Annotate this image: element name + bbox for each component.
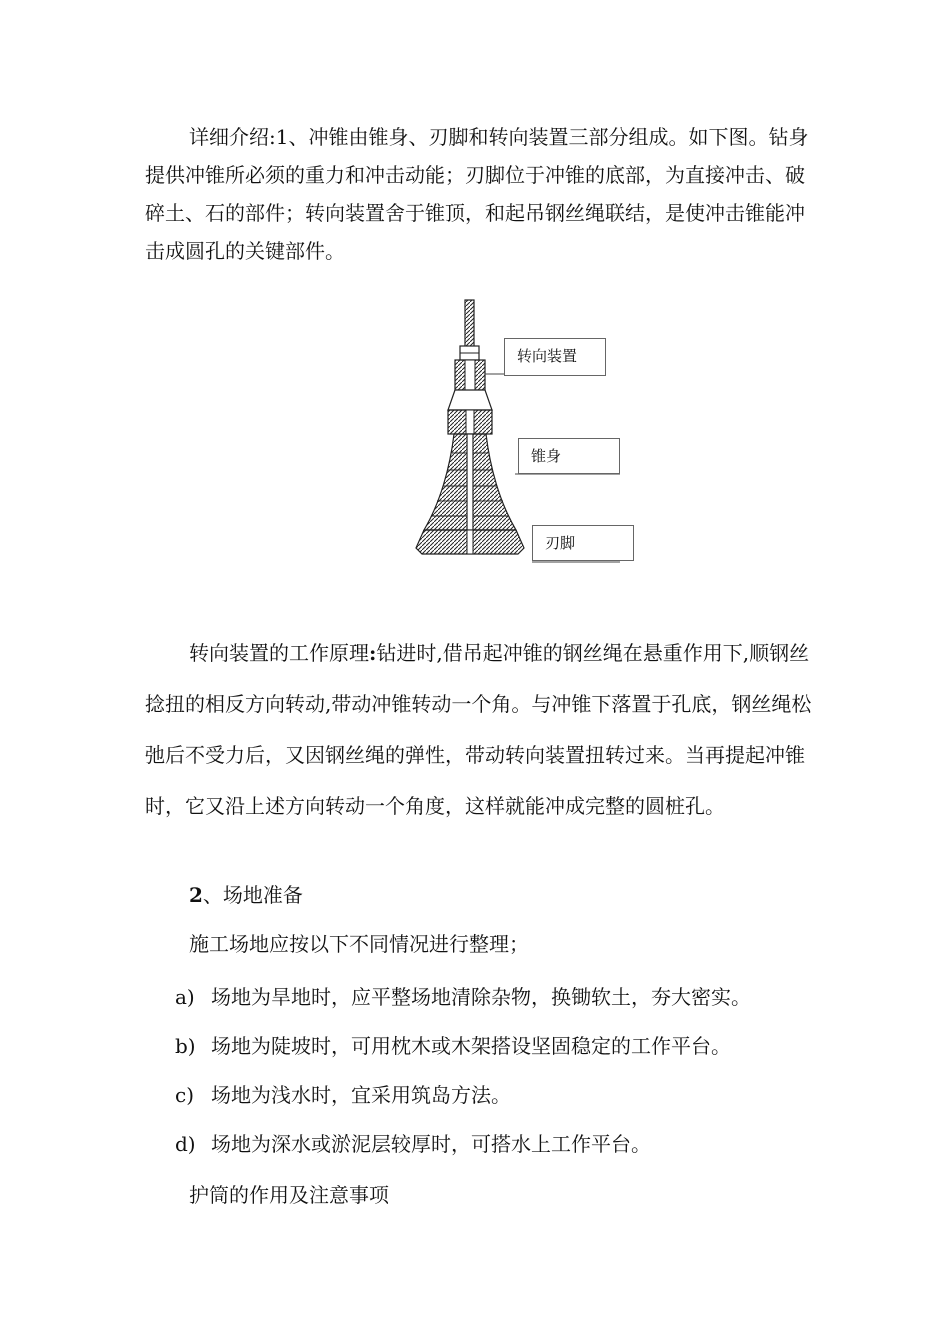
list-item xyxy=(175,982,751,1012)
section-2-title: 、场地准备 xyxy=(202,883,303,907)
list-item-text: 场地为陡坡时，可用枕木或木架搭设坚固稳定的工作平台。 xyxy=(211,1034,731,1058)
list-item-letter: b) xyxy=(175,1034,196,1058)
label-cutting-foot: 刃脚 xyxy=(532,525,634,561)
label-turning-device: 转向装置 xyxy=(504,338,606,376)
wire-rope-rod xyxy=(465,300,474,348)
principle-colon: : xyxy=(369,641,377,665)
principle-body: 钻进时,借吊起冲锥的钢丝绳在悬重作用下,顺钢丝捻扭的相反方向转动,带动冲锥转动一个角。与冲锥下落置于孔底，钢丝绳松弛后不受力后，又因钢丝绳的弹性，带动转向装置扭转过来。当再提起冲锥时，它又沿上述方向转动一个角度，这样就能冲成完整的圆桩孔。 xyxy=(145,641,812,818)
casing-heading: 护筒的作用及注意事项 xyxy=(189,1183,389,1207)
principle-paragraph xyxy=(145,628,815,832)
list-item xyxy=(175,1129,651,1159)
list-item-letter: a) xyxy=(175,985,195,1009)
list-item-text: 场地为旱地时，应平整场地清除杂物，换锄软土，夯大密实。 xyxy=(211,985,751,1009)
impact-cone-diagram xyxy=(410,298,640,573)
list-item xyxy=(175,1080,511,1110)
list-item-text: 场地为浅水时，宜采用筑岛方法。 xyxy=(211,1083,511,1107)
intro-paragraph: 详细介绍:1、冲锥由锥身、刃脚和转向装置三部分组成。如下图。钻身提供冲锥所必须的重力和冲击动能；刃脚位于冲锥的底部，为直接冲击、破碎土、石的部件；转向装置舍于锥顶，和起吊钢丝绳联结，是使冲击锥能冲击成圆孔的关键部件。 xyxy=(145,125,809,263)
label-cone-body: 锥身 xyxy=(518,438,620,474)
section-2-heading xyxy=(189,880,303,910)
list-item xyxy=(175,1031,731,1061)
principle-lead: 转向装置的工作原理 xyxy=(189,641,369,665)
list-item-letter: c) xyxy=(175,1083,195,1107)
section-2-number: 2 xyxy=(189,883,203,907)
list-item-text: 场地为深水或淤泥层较厚时，可搭水上工作平台。 xyxy=(211,1132,651,1156)
site-intro: 施工场地应按以下不同情况进行整理； xyxy=(189,932,529,956)
list-item-letter: d) xyxy=(175,1132,196,1156)
